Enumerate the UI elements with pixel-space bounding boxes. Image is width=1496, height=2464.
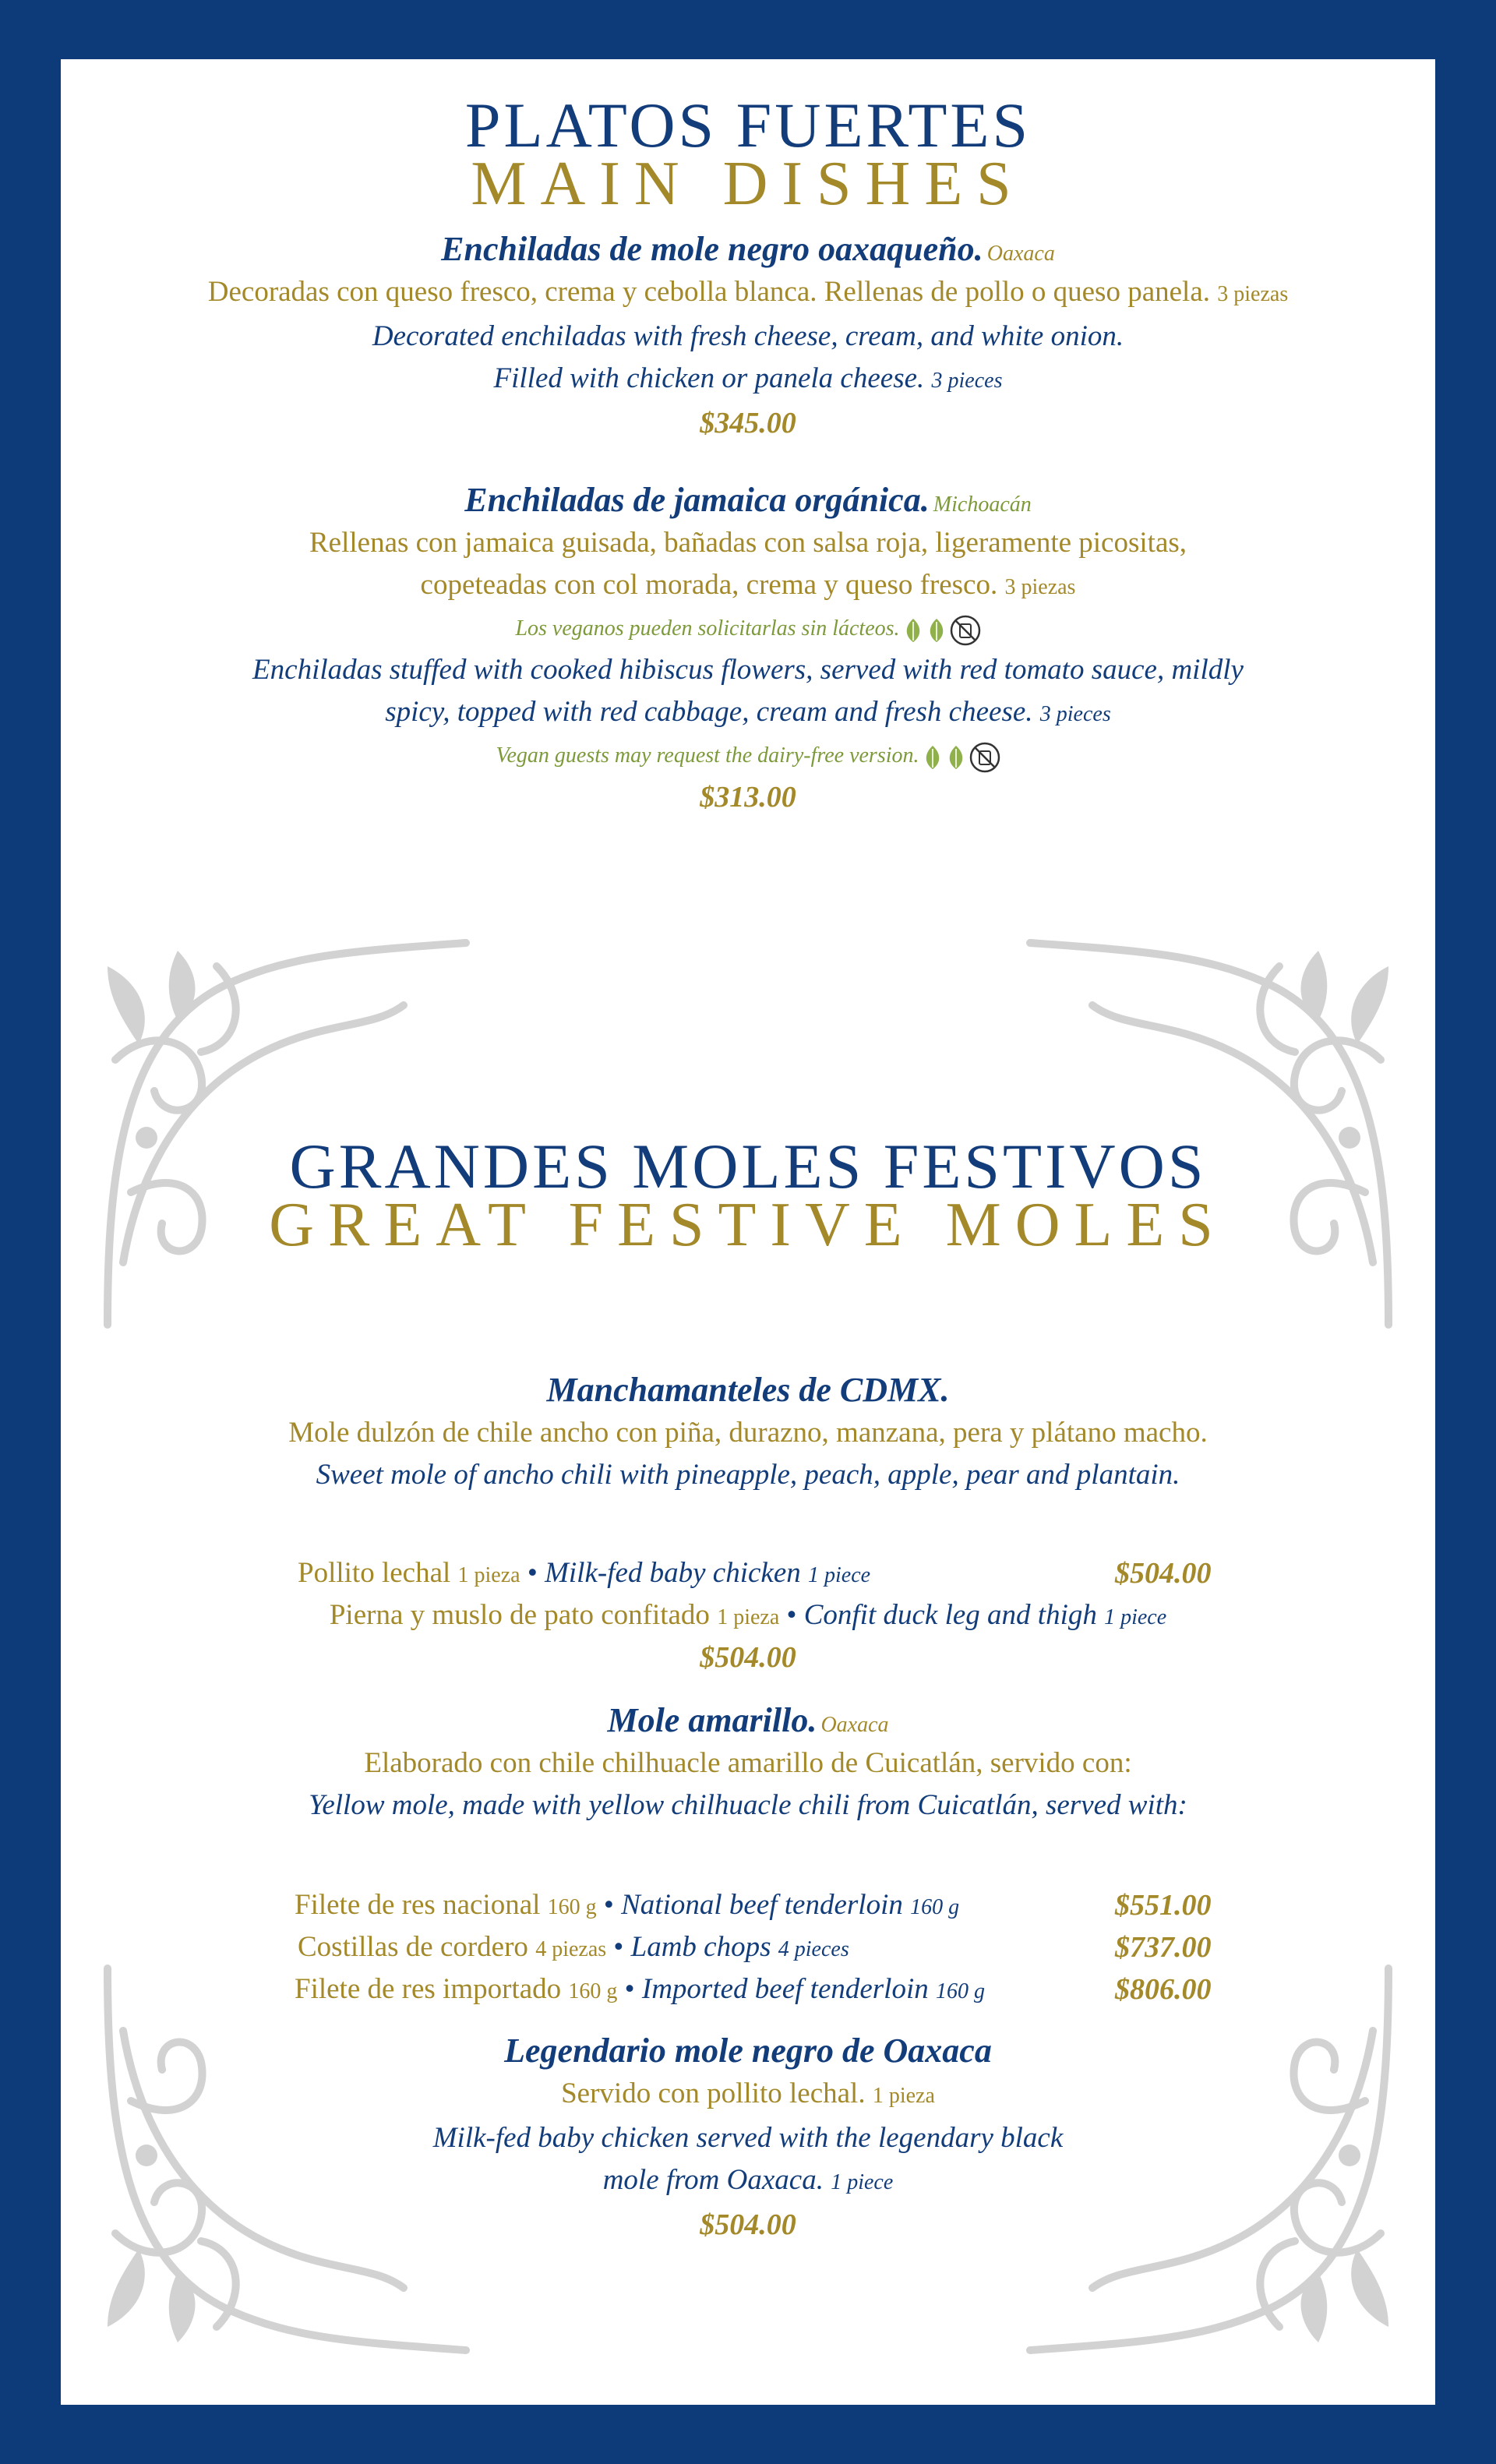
dish-description-en: Yellow mole, made with yellow chilhuacle chili from Cuicatlán, served with: <box>309 1789 1187 1821</box>
dish-name: Enchiladas de mole negro oaxaqueño. <box>441 230 983 268</box>
option-price: $504.00 <box>700 1641 796 1674</box>
option-row: Filete de res importado 160 g • Imported beef tenderloin 160 g $806.00 <box>61 1968 1435 2010</box>
no-dairy-icon <box>950 615 981 646</box>
dish-name: Manchamanteles de CDMX. <box>546 1371 950 1409</box>
dish-options-manchamanteles <box>61 1552 1435 1679</box>
option-name-en: National beef tenderloin <box>621 1889 903 1921</box>
dish-enchiladas-mole-negro <box>61 228 1435 444</box>
section-title-es: GRANDES MOLES FESTIVOS <box>289 1131 1207 1202</box>
dish-manchamanteles <box>61 1368 1435 1496</box>
option-name-es: Pierna y muslo de pato confitado <box>329 1599 710 1631</box>
option-price-row <box>61 1636 1435 1679</box>
dish-quantity-es: 1 pieza <box>872 2084 935 2108</box>
option-name-en: Milk-fed baby chicken <box>545 1557 801 1589</box>
dish-enchiladas-jamaica <box>61 478 1435 818</box>
dish-description-en-2: spicy, topped with red cabbage, cream and fresh cheese. <box>385 696 1033 728</box>
dish-origin: Oaxaca <box>986 242 1055 266</box>
dish-origin: Oaxaca <box>820 1713 889 1737</box>
option-row: Costillas de cordero 4 piezas • Lamb chops 4 pieces $737.00 <box>61 1926 1435 1968</box>
option-name-en: Lamb chops <box>630 1931 771 1963</box>
option-name-en: Imported beef tenderloin <box>641 1973 929 2005</box>
no-dairy-icon <box>969 742 1000 773</box>
dish-price: $345.00 <box>700 407 796 439</box>
dish-description-es-1: Rellenas con jamaica guisada, bañadas con salsa roja, ligeramente picositas, <box>309 527 1187 559</box>
option-name-es: Filete de res nacional <box>295 1889 541 1921</box>
option-name-es: Pollito lechal <box>298 1557 451 1589</box>
dish-description-en-1: Milk-fed baby chicken served with the legendary black <box>432 2122 1064 2154</box>
dish-description-es-2: copeteadas con col morada, crema y queso fresco. <box>420 569 998 601</box>
vegan-leaf-icon <box>923 744 943 771</box>
section-heading-main-dishes <box>61 90 1435 218</box>
option-quantity-en: 160 g <box>910 1895 960 1919</box>
option-name-es: Filete de res importado <box>295 1973 562 2005</box>
option-price: $737.00 <box>1115 1931 1212 1964</box>
option-price: $551.00 <box>1115 1889 1212 1922</box>
dish-legendario-mole-negro <box>61 2029 1435 2246</box>
section-title-en: MAIN DISHES <box>471 150 1025 218</box>
dish-mole-amarillo <box>61 1699 1435 1827</box>
dish-price: $313.00 <box>700 781 796 814</box>
option-quantity-es: 160 g <box>568 1979 618 2003</box>
section-title-en: GREAT FESTIVE MOLES <box>269 1191 1227 1259</box>
option-name-en: Confit duck leg and thigh <box>803 1599 1097 1631</box>
option-quantity-es: 160 g <box>547 1895 597 1919</box>
option-row: Pierna y muslo de pato confitado 1 pieza • Confit duck leg and thigh 1 piece <box>329 1599 1167 1631</box>
dish-description-en-1: Decorated enchiladas with fresh cheese, cream, and white onion. <box>372 320 1124 352</box>
dish-description-en: Sweet mole of ancho chili with pineapple, peach, apple, pear and plantain. <box>316 1459 1180 1491</box>
option-price: $504.00 <box>1115 1557 1212 1590</box>
option-quantity-en: 4 pieces <box>778 1937 849 1961</box>
dish-name: Enchiladas de jamaica orgánica. <box>464 481 930 519</box>
option-quantity-es: 1 pieza <box>717 1605 780 1629</box>
dish-description-es: Elaborado con chile chilhuacle amarillo de Cuicatlán, servido con: <box>364 1747 1132 1779</box>
dish-quantity-en: 1 piece <box>831 2170 894 2194</box>
vegan-leaf-icon <box>926 617 947 644</box>
dish-description-es: Servido con pollito lechal. <box>561 2077 866 2109</box>
dish-options-mole-amarillo <box>61 1884 1435 2010</box>
dish-description-es: Mole dulzón de chile ancho con piña, durazno, manzana, pera y plátano macho. <box>288 1417 1208 1449</box>
vegan-leaf-icon <box>946 744 966 771</box>
option-row: Filete de res nacional 160 g • National beef tenderloin 160 g $551.00 <box>61 1884 1435 1926</box>
dish-quantity-es: 3 piezas <box>1004 575 1076 599</box>
option-name-es: Costillas de cordero <box>298 1931 528 1963</box>
option-quantity-es: 4 piezas <box>535 1937 607 1961</box>
option-row: Pollito lechal 1 pieza • Milk-fed baby chicken 1 piece $504.00 <box>61 1552 1435 1594</box>
dish-quantity-en: 3 pieces <box>1039 702 1111 726</box>
vegan-leaf-icon <box>903 617 923 644</box>
option-quantity-en: 1 piece <box>808 1563 871 1587</box>
option-price: $806.00 <box>1115 1973 1212 2006</box>
option-quantity-en: 1 piece <box>1104 1605 1167 1629</box>
dish-quantity-es: 3 piezas <box>1217 282 1289 306</box>
section-title-es: PLATOS FUERTES <box>464 90 1032 161</box>
dish-name: Legendario mole negro de Oaxaca <box>504 2032 992 2070</box>
option-quantity-es: 1 pieza <box>457 1563 520 1587</box>
vegan-note-es: Los veganos pueden solicitarlas sin lácteos. <box>515 616 900 641</box>
menu-page <box>61 59 1435 2405</box>
dish-description-en-2: Filled with chicken or panela cheese. <box>493 362 925 394</box>
dish-name: Mole amarillo. <box>607 1701 817 1739</box>
dish-description-en-1: Enchiladas stuffed with cooked hibiscus flowers, served with red tomato sauce, mildly <box>252 654 1244 686</box>
dish-quantity-en: 3 pieces <box>931 369 1003 393</box>
dish-description-es: Decoradas con queso fresco, crema y cebolla blanca. Rellenas de pollo o queso panela. <box>207 276 1211 308</box>
dish-price: $504.00 <box>700 2208 796 2241</box>
dish-origin: Michoacán <box>933 492 1032 517</box>
vegan-note-en: Vegan guests may request the dairy-free version. <box>496 743 919 768</box>
dish-description-en-2: mole from Oaxaca. <box>602 2164 824 2196</box>
section-heading-festive-moles <box>61 1131 1435 1259</box>
option-quantity-en: 160 g <box>936 1979 985 2003</box>
